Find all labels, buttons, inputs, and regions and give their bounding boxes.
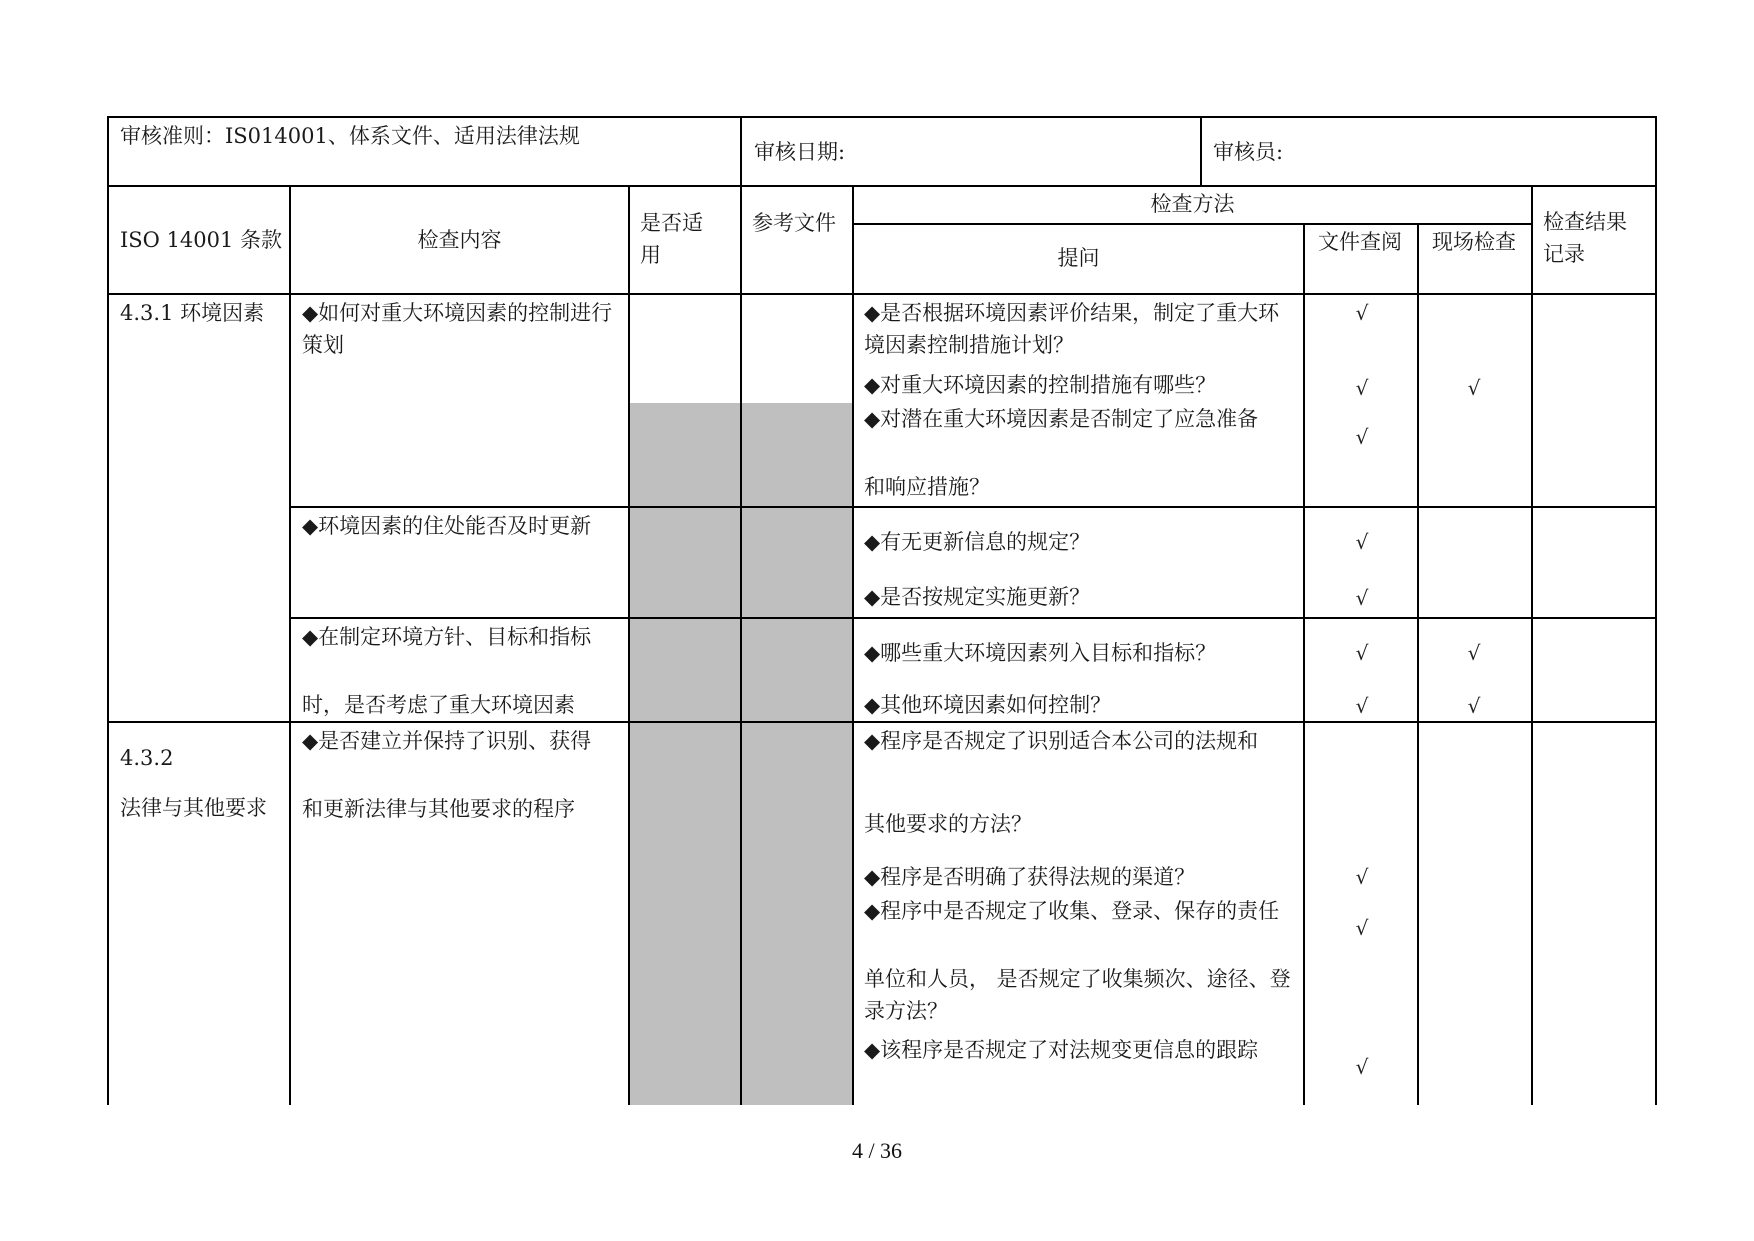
question: ◆是否根据环境因素评价结果，制定了重大环境因素控制措施计划？ — [864, 301, 1280, 357]
check-mark: √ — [1355, 301, 1369, 325]
col-doc-review: 文件查阅 — [1318, 230, 1402, 254]
audit-date-label: 审核日期: — [754, 140, 846, 164]
auditor-label: 审核员: — [1213, 140, 1284, 164]
check-mark: √ — [1467, 694, 1481, 718]
check-mark: √ — [1355, 425, 1369, 449]
audit-criteria: 审核准则：IS014001、体系文件、适用法律法规 — [120, 124, 580, 148]
check-content: ◆环境因素的住处能否及时更新 — [302, 514, 592, 538]
col-content: 检查内容 — [417, 228, 502, 252]
check-mark: √ — [1355, 865, 1369, 889]
shaded-cell — [630, 403, 740, 1105]
question: ◆对重大环境因素的控制措施有哪些？ — [864, 373, 1217, 397]
shaded-cell — [742, 403, 852, 1105]
question: 单位和人员， 是否规定了收集频次、途径、登录方法？ — [864, 967, 1291, 1023]
question: ◆程序中是否规定了收集、登录、保存的责任 — [864, 899, 1280, 923]
check-content: 和更新法律与其他要求的程序 — [302, 797, 575, 821]
question: ◆哪些重大环境因素列入目标和指标？ — [864, 641, 1217, 665]
col-question: 提问 — [1057, 246, 1100, 270]
question: ◆是否按规定实施更新？ — [864, 585, 1091, 609]
col-site-check: 现场检查 — [1432, 230, 1516, 254]
check-mark: √ — [1355, 586, 1369, 610]
col-reference: 参考文件 — [752, 211, 836, 235]
question: 其他要求的方法？ — [864, 812, 1032, 836]
clause-4-3-2-number: 4.3.2 — [120, 746, 174, 770]
check-mark: √ — [1467, 376, 1481, 400]
question: ◆该程序是否规定了对法规变更信息的跟踪 — [864, 1038, 1259, 1062]
check-content: ◆是否建立并保持了识别、获得 — [302, 729, 592, 753]
question: ◆对潜在重大环境因素是否制定了应急准备 — [864, 407, 1259, 431]
question: ◆有无更新信息的规定？ — [864, 530, 1091, 554]
col-clause: ISO 14001 条款 — [120, 228, 283, 252]
page-number: 4 / 36 — [851, 1138, 903, 1163]
question: ◆程序是否明确了获得法规的渠道？ — [864, 865, 1196, 889]
question: ◆程序是否规定了识别适合本公司的法规和 — [864, 729, 1259, 753]
clause-4-3-1: 4.3.1 环境因素 — [120, 301, 265, 325]
check-mark: √ — [1355, 641, 1369, 665]
col-method: 检查方法 — [1150, 192, 1235, 216]
check-mark: √ — [1355, 694, 1369, 718]
clause-4-3-2-name: 法律与其他要求 — [120, 796, 267, 820]
check-content: ◆在制定环境方针、目标和指标 — [302, 625, 592, 649]
check-mark: √ — [1355, 916, 1369, 940]
check-mark: √ — [1355, 376, 1369, 400]
check-mark: √ — [1467, 641, 1481, 665]
check-mark: √ — [1355, 1055, 1369, 1079]
check-mark: √ — [1355, 530, 1369, 554]
check-content: ◆如何对重大环境因素的控制进行策划 — [302, 301, 613, 357]
question: ◆其他环境因素如何控制？ — [864, 693, 1112, 717]
question: 和响应措施？ — [864, 475, 990, 499]
check-content: 时，是否考虑了重大环境因素 — [302, 693, 575, 717]
col-applicable: 是否适用 — [640, 211, 703, 267]
col-result: 检查结果记录 — [1543, 210, 1627, 266]
